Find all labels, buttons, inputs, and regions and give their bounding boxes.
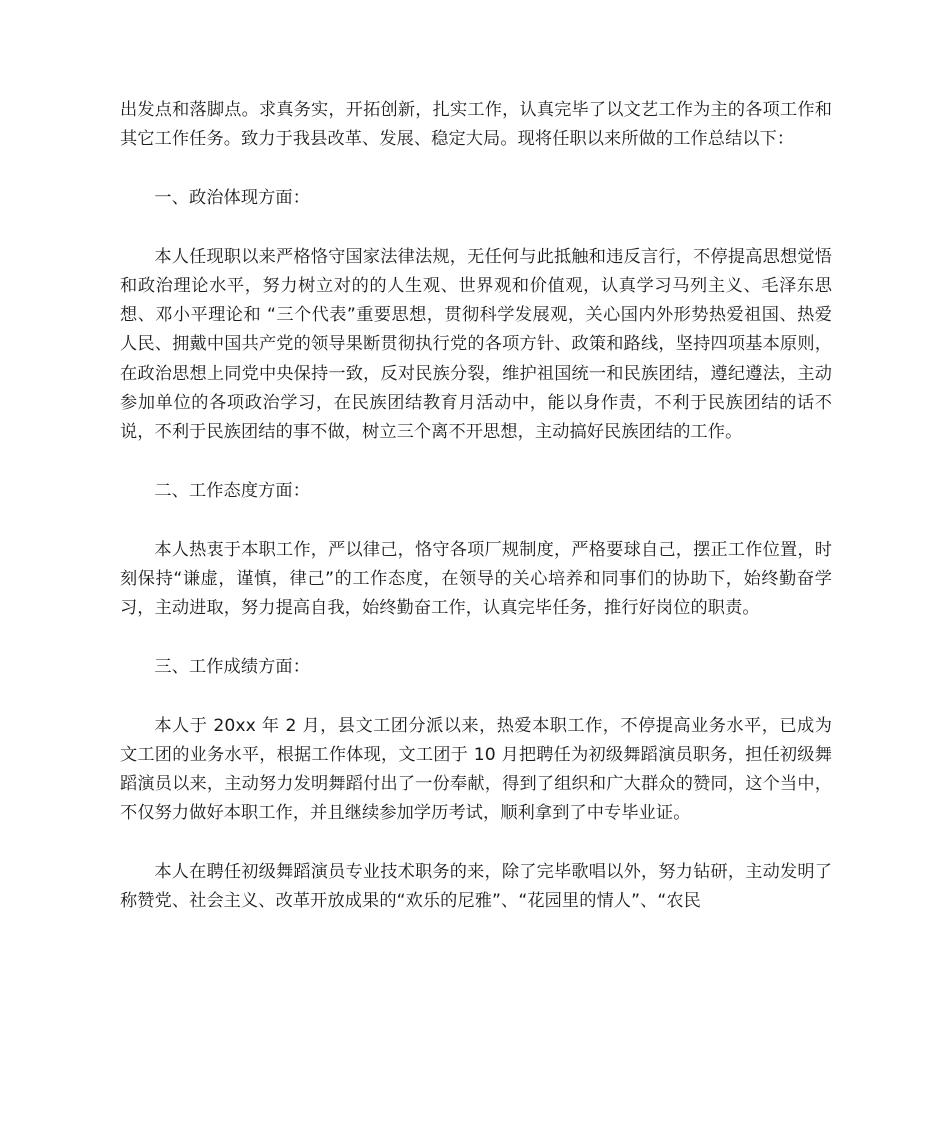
political-paragraph: 本人任现职以来严格恪守国家法律法规，无任何与此抵触和违反言行，不停提高思想觉悟和政治理论水平，努力树立对的的人生观、世界观和价值观，认真学习马列主义、毛泽东思想、邓小平理论和 “三个代表”重要思想，贯彻科学发展观，关心国内外形势热爱祖国、热爱人民、拥戴中国共产党的领导果断贯彻执行党的各项方针、政策和路线，坚持四项基本原则，在政治思想上同党中央保持一致，反对民族分裂，维护祖国统一和民族团结，遵纪遵法，主动参加单位的各项政治学习，在民族团结教育月活动中，能以身作责，不利于民族团结的话不说，不利于民族团结的事不做，树立三个离不开思想，主动搞好民族团结的工作。: [120, 246, 832, 443]
achievements-paragraph: 本人于 20xx 年 2 月，县文工团分派以来，热爱本职工作，不停提高业务水平，已成为文工团的业务水平，根据工作体现，文工团于 10 月把聘任为初级舞蹈演员职务，担任初级舞蹈演员以来，主动努力发明舞蹈付出了一份奉献，得到了组织和广大群众的赞同，这个当中，不仅努力做好本职工作，并且继续参加学历考试，顺利拿到了中专毕业证。: [120, 715, 832, 824]
dance-works-paragraph: 本人在聘任初级舞蹈演员专业技术职务的来，除了完毕歌唱以外，努力钻研，主动发明了称赞党、社会主义、改革开放成果的“欢乐的尼雅”、“花园里的情人”、“农民: [120, 862, 832, 912]
section-heading-attitude: 二、工作态度方面：: [154, 480, 310, 501]
attitude-paragraph: 本人热衷于本职工作，严以律己，恪守各项厂规制度，严格要球自己，摆正工作位置，时刻保持“谦虚，谨慎，律己”的工作态度，在领导的关心培养和同事们的协助下，始终勤奋学习，主动进取，努力提高自我，始终勤奋工作，认真完毕任务，推行好岗位的职责。: [120, 539, 832, 619]
intro-paragraph: 出发点和落脚点。求真务实，开拓创新，扎实工作，认真完毕了以文艺工作为主的各项工作和其它工作任务。致力于我县改革、发展、稳定大局。现将任职以来所做的工作总结以下：: [120, 100, 832, 150]
document-body: [120, 96, 832, 946]
section-heading-political: 一、政治体现方面：: [154, 188, 310, 208]
section-heading-achievements: 三、工作成绩方面：: [154, 656, 310, 677]
